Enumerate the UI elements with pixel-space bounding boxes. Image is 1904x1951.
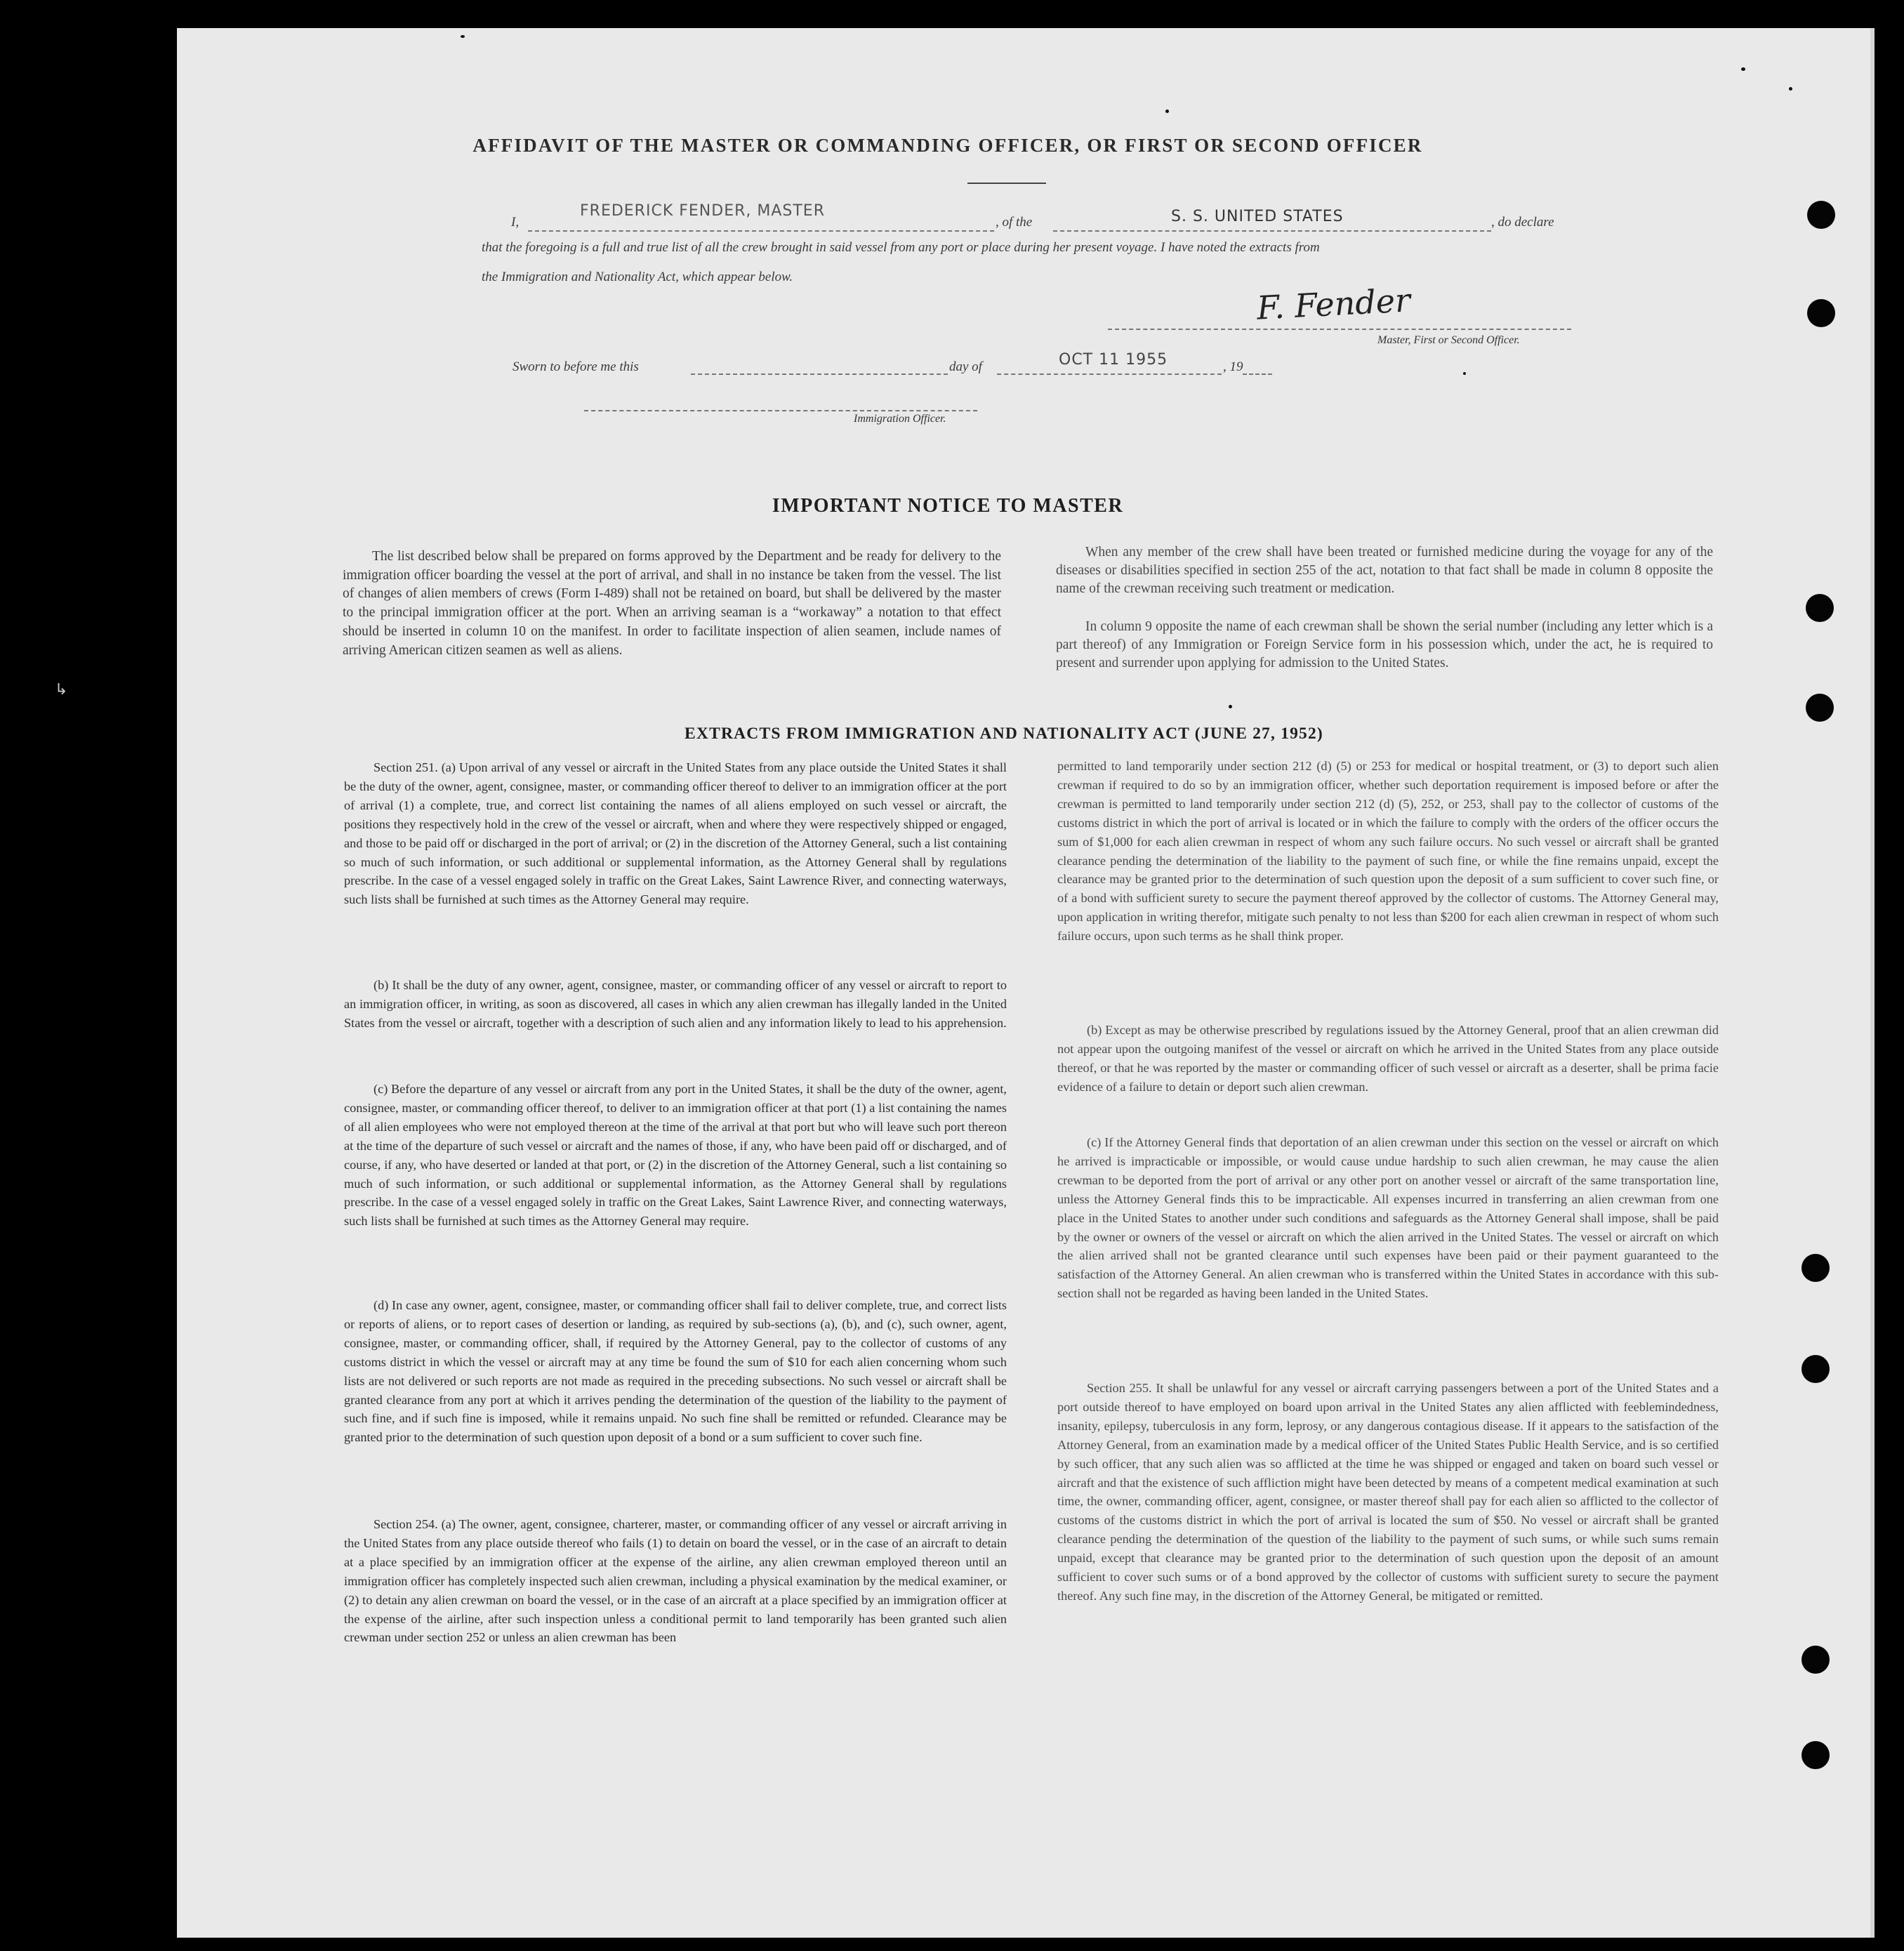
date-stamp: OCT 11 1955: [1059, 351, 1168, 369]
section-251d: (d) In case any owner, agent, consignee, master, or commanding officer shall fail to deliver complete, true, and correct lists or reports of aliens, or to report cases of desertion or landing, as required by sub-sections (a), (b), and (c), such owner, agent, consignee, master, or commanding officer, shall, if required by the Attorney General, pay to the collector of customs of any customs district in which the vessel or aircraft may at any time be found the sum of $10 for each alien concerning whom such lists are not delivered or such reports are not made as required in the preceding subsections. No such vessel or aircraft shall be granted clearance from any port at which it arrives pending the determination of the question of the liability to the payment of such fine, and if such fine is imposed, while it remains unpaid. No such fine shall be remitted or refunded. Clearance may be granted prior to the determination of such question upon deposit of a bond or a sum sufficient to cover such fine.: [344, 1298, 1007, 1445]
vessel-line: [1053, 230, 1491, 232]
speck: [1741, 67, 1745, 71]
speck: [1229, 705, 1232, 708]
speck: [461, 35, 465, 38]
binder-hole: [1801, 1254, 1830, 1282]
sworn-label: Sworn to before me this: [513, 359, 639, 374]
master-name-field: FREDERICK FENDER, MASTER: [580, 202, 825, 220]
affidavit-statement-cont: the Immigration and Nationality Act, which appear below.: [482, 270, 793, 284]
officer-line: [584, 410, 977, 411]
title-rule: [967, 183, 1046, 184]
of-the-label: , of the: [996, 215, 1033, 230]
year-line: [1243, 373, 1272, 375]
binder-hole: [1807, 201, 1835, 229]
do-declare-label: , do declare: [1491, 215, 1554, 230]
notice-right-paragraph-2: In column 9 opposite the name of each crewman shall be shown the serial number (including any letter which is a part thereof) of any Immigration or Foreign Service form in his possession which, under the act, he is required to present and surrender upon applying for admission to the United States.: [1056, 619, 1713, 671]
section-251a: Section 251. (a) Upon arrival of any vessel or aircraft in the United States from any place outside the United States it shall be the duty of the owner, agent, consignee, master, or commanding officer thereof to deliver to an immigration officer at the port of arrival (1) a complete, true, and correct list containing the names of all aliens employed on such vessel or aircraft, the positions they respectively hold in the crew of the vessel or aircraft, when and where they were respectively shipped or engaged, and those to be paid off or discharged in the port of arrival; or (2) in the discretion of the Attorney General, such a list containing so much of such information, or such additional or supplemental information, as the Attorney General shall by regulations prescribe. In the case of a vessel engaged solely in traffic on the Great Lakes, Saint Lawrence River, and connecting waterways, such lists shall be furnished at such times as the Attorney General may require.: [344, 760, 1007, 907]
vessel-name-field: S. S. UNITED STATES: [1171, 208, 1344, 225]
affidavit-statement: that the foregoing is a full and true list of all the crew brought in said vessel from any port or place during her present voyage. I have noted the extracts from: [482, 240, 1320, 255]
binder-hole: [1806, 594, 1834, 622]
notice-left-paragraph: The list described below shall be prepared on forms approved by the Department and be ready for delivery to the immigration officer boarding the vessel at the port of arrival, and shall in no instance be taken from the vessel. The list of changes of alien members of crews (Form I-489) shall not be retained on board, but shall be delivered by the master to the principal immigration officer at the port. When an arriving seaman is a “workaway” a notation to that effect should be inserted in column 10 on the manifest. In order to facilitate inspection of alien seamen, include names of arriving American citizen seamen as well as aliens.: [343, 549, 1001, 658]
officer-label: Immigration Officer.: [854, 413, 946, 425]
binder-hole: [1801, 1355, 1830, 1383]
speck: [1165, 110, 1169, 113]
page-edge: [1870, 28, 1875, 1938]
section-251b: (b) It shall be the duty of any owner, agent, consignee, master, or commanding officer of any vessel or aircraft to report to an immigration officer, in writing, as soon as discovered, all cases in which any alien crewman has illegally landed in the United States from the vessel or aircraft, together with a description of such alien and any information likely to lead to his apprehension.: [344, 978, 1007, 1030]
binder-hole: [1807, 299, 1835, 327]
extracts-title: EXTRACTS FROM IMMIGRATION AND NATIONALITY ACT (JUNE 27, 1952): [685, 725, 1323, 743]
speck: [1789, 87, 1792, 91]
year-label: , 19: [1223, 359, 1243, 374]
master-signature: F. Fender: [1255, 281, 1412, 327]
section-254b: (b) Except as may be otherwise prescribed by regulations issued by the Attorney General, proof that an alien crewman did not appear upon the outgoing manifest of the vessel or aircraft on which he arrived in the United States from any place outside thereof, or that he was reported by the master or commanding officer of such vessel or aircraft as a deserter, shall be prima facie evidence of a failure to detain or deport such alien crewman.: [1057, 1023, 1719, 1094]
signature-label: Master, First or Second Officer.: [1377, 334, 1520, 346]
affidavit-title: AFFIDAVIT OF THE MASTER OR COMMANDING OFFICER, OR FIRST OR SECOND OFFICER: [472, 135, 1423, 156]
binder-hole: [1806, 694, 1834, 722]
notice-right-paragraph-1: When any member of the crew shall have been treated or furnished medicine during the voyage for any of the diseases or disabilities specified in section 255 of the act, notation to that fact shall be made in column 8 opposite the name of the crewman receiving such treatment or medication.: [1056, 545, 1713, 597]
date-line: [997, 373, 1222, 375]
binder-hole: [1801, 1646, 1830, 1674]
stray-mark: ↳: [55, 681, 68, 699]
section-255: Section 255. It shall be unlawful for any vessel or aircraft carrying passengers between a port of the United States and a port outside thereof to have employed on board upon arrival in the United States any alien afflicted with feeblemindedness, insanity, epilepsy, tuberculosis in any form, leprosy, or any dangerous contagious disease. If it appears to the satisfaction of the Attorney General, from an examination made by a medical officer of the United States Public Health Service, and is so certified by such officer, that any such alien was so afflicted at the time he was shipped or engaged and taken on board such vessel or aircraft and that the existence of such affliction might have been detected by means of a competent medical examination at such time, the owner, commanding officer, agent, consignee, or master thereof shall pay for each alien so afflicted to the collector of customs of the customs district in which the port of arrival is located the sum of $50. No vessel or aircraft shall be granted clearance pending the determination of the question of the liability to the payment of such sums, or while such sums remain unpaid, except that clearance may be granted prior to the determination of such question upon the deposit of an amount sufficient to cover such sums or of a bond approved by the collector of customs with sufficient surety to secure the payment thereof. Any such fine may, in the discretion of the Attorney General, be mitigated or remitted.: [1057, 1381, 1719, 1603]
speck: [1463, 372, 1466, 375]
binder-hole: [1801, 1741, 1830, 1769]
signature-line: [1108, 329, 1571, 330]
day-of-label: day of: [949, 359, 982, 374]
notice-title: IMPORTANT NOTICE TO MASTER: [772, 495, 1124, 517]
sworn-day-line: [691, 373, 948, 375]
section-254a: Section 254. (a) The owner, agent, consignee, charterer, master, or commanding officer of any vessel or aircraft arriving in the United States from any place outside thereof who fails (1) to detain on board the vessel, or in the case of an aircraft to detain at a place specified by an immigration officer at the expense of the airline, any alien crewman employed thereon until an immigration officer has completely inspected such alien crewman, including a physical examination by the medical examiner, or (2) to detain any alien crewman on board the vessel, or in the case of an aircraft at a place specified by an immigration officer at the expense of the airline, after such inspection unless a conditional permit to land temporarily has been granted such alien crewman under section 252 or unless an alien crewman has been: [344, 1517, 1007, 1645]
section-254a-continued: permitted to land temporarily under section 212 (d) (5) or 253 for medical or hospital treatment, or (3) to deport such alien crewman if required to do so by an immigration officer, whether such deportation requirement is imposed before or after the crewman is permitted to land temporarily under section 212 (d) (5), 252, or 253, shall pay to the collector of customs of the customs district in which the port of arrival is located or in which the failure to comply with the orders of the officer occurs the sum of $1,000 for each alien crewman in respect of whom any such failure occurs. No such vessel or aircraft shall be granted clearance pending the determination of the liability to the payment of such fine, or while the fine remains unpaid, except the clearance may be granted prior to the determination of such question upon the deposit of a sum sufficient to cover such fine, or of a bond with sufficient surety to secure the payment thereof approved by the collector of customs. The Attorney General may, upon application in writing therefor, mitigate such penalty to not less than $200 for each alien crewman in respect of whom such failure occurs, upon such terms as he shall think proper.: [1057, 759, 1719, 944]
section-254c: (c) If the Attorney General finds that deportation of an alien crewman under this section on the vessel or aircraft on which he arrived is impracticable or impossible, or would cause undue hardship to such alien crewman, he may cause the alien crewman to be deported from the port of arrival or any other port on another vessel or aircraft of the same transportation line, unless the Attorney General finds this to be impracticable. All expenses incurred in transferring an alien crewman from one place in the United States to another under such conditions and safeguards as the Attorney General shall impose, shall be paid by the owner or owners of the vessel or aircraft on which the alien arrived in the United States. The vessel or aircraft on which the alien arrived shall not be granted clearance until such expenses have been paid or their payment guaranteed to the satisfaction of the Attorney General. An alien crewman who is transferred within the United States in accordance with this sub-section shall not be regarded as having been landed in the United States.: [1057, 1135, 1719, 1301]
name-line: [528, 230, 994, 232]
section-251c: (c) Before the departure of any vessel or aircraft from any port in the United States, it shall be the duty of the owner, agent, consignee, master, or commanding officer thereof, to deliver to an immigration officer at that port (1) a list containing the names of all alien employees who were not employed thereon at the time of the arrival at that port but who will leave such port thereon at the time of the departure of such vessel or aircraft and the names of those, if any, who have been paid off or discharged, and of course, if any, who have deserted or landed at that port, or (2) in the discretion of the Attorney General, such a list containing so much of such information, or such additional or supplemental information, as the Attorney General shall by regulations prescribe. In the case of a vessel engaged solely in traffic on the Great Lakes, Saint Lawrence River, and connecting waterways, such lists shall be furnished at such times as the Attorney General may require.: [344, 1082, 1007, 1229]
i-label: I,: [511, 215, 520, 230]
